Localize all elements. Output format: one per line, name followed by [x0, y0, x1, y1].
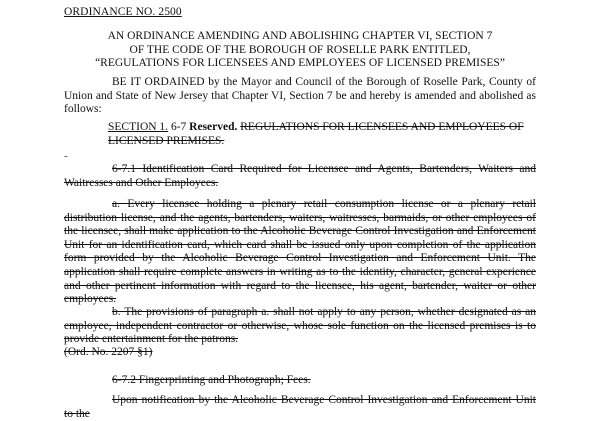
ordinance-reference: (Ord. No. 2207 §1) — [64, 346, 153, 358]
paragraph-6-7-2: 6-7.2 Fingerprinting and Photograph; Fees. — [112, 374, 311, 386]
title-line-2: OF THE CODE OF THE BOROUGH OF ROSELLE PARK ENTITLED, — [129, 43, 471, 56]
title-line-3: “REGULATIONS FOR LICENSEES AND EMPLOYEES OF LICENSED PREMISES” — [95, 57, 505, 70]
section-reserved: Reserved. — [189, 121, 238, 133]
title-line-1: AN ORDINANCE AMENDING AND ABOLISHING CHAPTER VI, SECTION 7 — [107, 30, 493, 42]
intro-paragraph: BE IT ORDAINED by the Mayor and Council of the Borough of Roselle Park, County of Union and State of New Jersey that Chapter VI, Section 7 be and hereby is amended and abolished as follows: — [64, 76, 536, 116]
ordinance-title — [64, 30, 536, 71]
paragraph-a: a. Every licensee holding a plenary retail consumption license or a plenary retail distribution license, and the agents, bartenders, waiters, waitresses, barmaids, or other employees of the licensee, shall make application to the Alcoholic Beverage Control Investigation and Enforcement Unit for an identification card, which card shall be issued only upon completion of the application form provided by the Alcoholic Beverage Control Investigation and Enforcement Unit. The application shall require complete answers in writing as to the identity, character, general experience and other pertinent information with regard to the licensee, his agent, bartender, waiter or other employees. — [64, 198, 536, 306]
ordinance-number: ORDINANCE NO. 2500 — [64, 6, 182, 18]
section-struck-title: REGULATIONS FOR LICENSEES AND EMPLOYEES OF LICENSED PREMISES. — [108, 121, 524, 147]
paragraph-next: Upon notification by the Alcoholic Beverage Control Investigation and Enforcement Unit to the — [64, 394, 536, 420]
dash-mark: - — [64, 150, 68, 162]
section-label: SECTION 1. — [108, 121, 169, 133]
paragraph-b: b. The provisions of paragraph a. shall not apply to any person, whether designated as an employee, independent contractor or otherwise, whose sole function on the licensed premises is to provide entertainment for the patrons. — [64, 306, 536, 346]
section-number: 6-7 — [170, 121, 187, 133]
section-heading — [108, 121, 536, 148]
paragraph-6-7-1: 6-7.1 Identification Card Required for Licensee and Agents, Bartenders, Waiters and Waitresses and Other Employees. — [64, 163, 536, 189]
